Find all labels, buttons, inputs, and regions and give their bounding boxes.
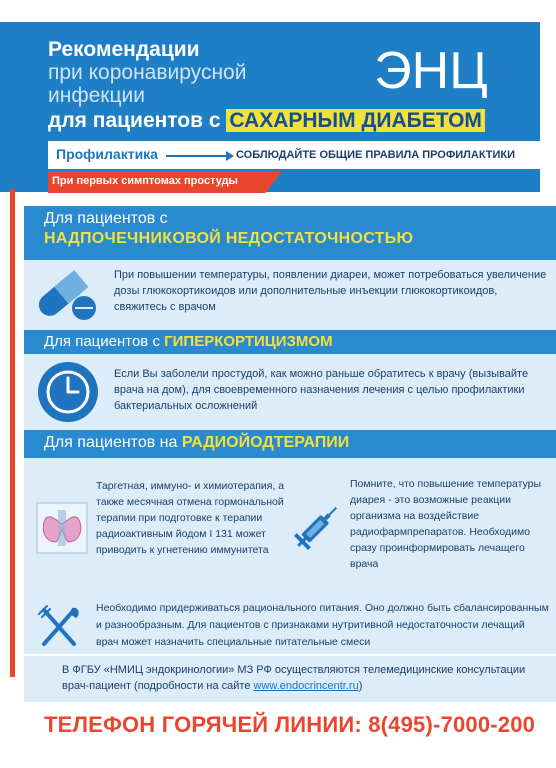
- logo-text: ЭНЦ: [374, 42, 488, 98]
- telemedicine-notice: [62, 662, 548, 694]
- section-hypercortisolism-title-accent: ГИПЕРКОРТИЦИЗМОМ: [164, 333, 333, 350]
- notice-body: В ФГБУ «НМИЦ эндокринологии» МЗ РФ осуществляются телемедицинские консультации врач-пациент (подробности на сайте: [62, 664, 526, 692]
- section-radioiodine-title-accent: РАДИОЙОДТЕРАПИИ: [181, 434, 350, 451]
- section-hypercortisolism-title: [44, 333, 333, 350]
- title-line-2: при коронавирусной: [48, 61, 247, 84]
- prevention-rule: СОБЛЮДАЙТЕ ОБЩИЕ ПРАВИЛА ПРОФИЛАКТИКИ: [236, 149, 516, 161]
- enc-logo: [368, 40, 494, 98]
- nutrition-text: Необходимо придерживаться рационального питания. Оно должно быть сбалансированным и разнообразным. Для пациентов с признаками нутритивной недостаточности лечащий врач может назначить специальные питательные смеси: [96, 602, 549, 648]
- prevention-label: Профилактика: [56, 146, 158, 162]
- radioiodine-right-text: Помните, что повышение температуры диарея - это возможные реакции организма на воздействие радиофармпрепаратов. Необходимо сразу проинформировать лечащего врача: [350, 478, 542, 570]
- section-adrenal-title-1: Для пациентов с: [44, 210, 168, 227]
- title-line-3: инфекции: [48, 84, 145, 107]
- section-adrenal-text: При повышении температуры, появлении диареи, может потребоваться увеличение дозы глюкокортикоидов или дополнительные инъекции глюкокортикоидов, свяжитесь с врачом: [114, 269, 547, 313]
- pills-icon: [32, 264, 100, 326]
- website-link[interactable]: www.endocrincentr.ru: [253, 680, 359, 692]
- title-line-4-accent: САХАРНЫМ ДИАБЕТОМ: [226, 109, 485, 132]
- syringe-icon: [292, 500, 344, 552]
- hotline-phone: ТЕЛЕФОН ГОРЯЧЕЙ ЛИНИИ: 8(495)-7000-200: [44, 712, 536, 737]
- radioiodine-left-text: Таргетная, иммуно- и химиотерапия, а также месячная отмена гормональной терапии при подготовке к терапии радиоактивным йодом I 131 может приводить к угнетению иммунитета: [96, 480, 285, 556]
- thyroid-icon: [36, 502, 88, 554]
- section-radioiodine-title: [44, 434, 349, 452]
- arrow-right-icon: [164, 150, 234, 162]
- title-line-1: Рекомендации: [48, 38, 200, 61]
- section-hypercortisolism-title-prefix: Для пациентов с: [44, 333, 165, 350]
- section-adrenal-title-2: НАДПОЧЕЧНИКОВОЙ НЕДОСТАТОЧНОСТЬЮ: [44, 230, 414, 247]
- clock-icon: [36, 360, 100, 424]
- section-hypercortisolism-text: Если Вы заболели простудой, как можно раньше обратитесь к врачу (вызывайте врача на дом), для своевременного назначения лечения с целью профилактики бактериальных осложнений: [114, 368, 529, 412]
- section-radioiodine-title-prefix: Для пациентов на: [44, 434, 182, 451]
- notice-suffix: ): [358, 680, 363, 692]
- title-line-4: [48, 109, 485, 133]
- title-line-4-prefix: для пациентов с: [48, 109, 227, 132]
- first-symptoms-text: При первых симптомах простуды: [52, 175, 238, 187]
- fork-knife-icon: [36, 604, 82, 648]
- red-side-line: [10, 189, 15, 677]
